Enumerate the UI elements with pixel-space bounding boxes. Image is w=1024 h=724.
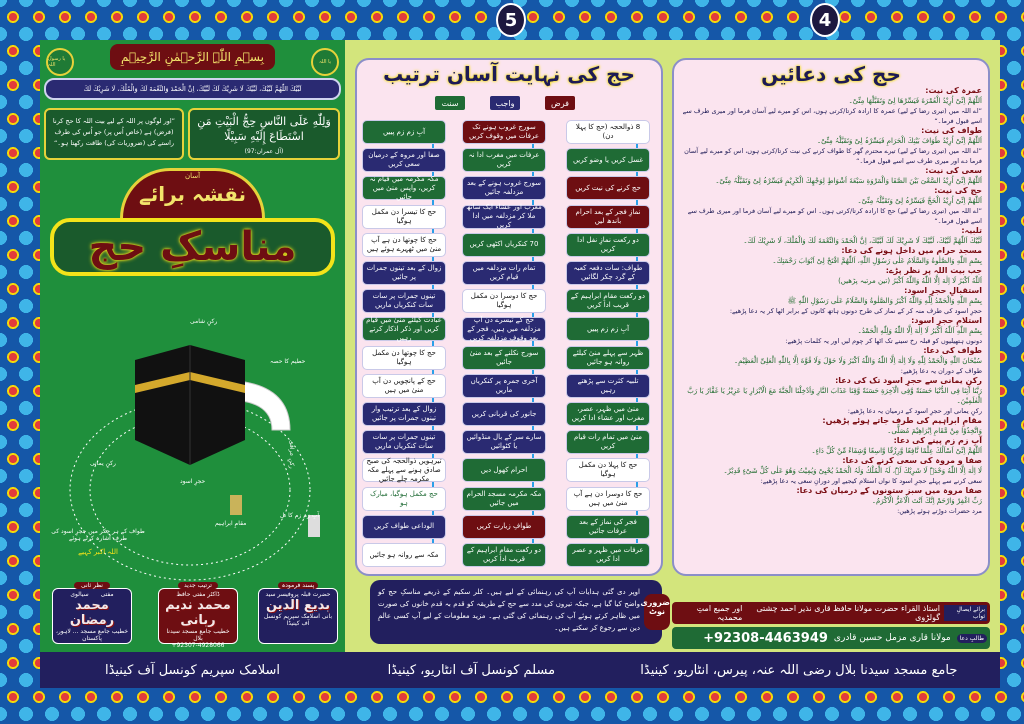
- dua-entry: [674, 316, 988, 346]
- flow-step: حج کے پانچویں دن آپ منیٰ میں ہیں: [362, 374, 446, 398]
- dua-ar: لَبَّیْكَ اَللّٰھُمَّ لَبَّیْكَ، لَبَّیْكَ لَا شَرِیْكَ لَكَ لَبَّیْكَ، اِنَّ الْحَمْدَ وَالنِّعْمَةَ لَكَ وَالْمُلْكَ، لَا شَرِیْكَ لَكَ۔: [743, 237, 982, 245]
- flow-step: عبادت کیلئے منیٰ میں قیام کریں اور ذکر اذکار کرتے رہیں: [362, 317, 446, 341]
- dua-hd: سعی کی نیت:: [925, 166, 982, 175]
- flow-step: مکہ مکرمہ میں قیام نہ کریں، واپس منیٰ میں جائیں: [362, 176, 446, 200]
- flow-step: 70 کنکریاں اکٹھی کریں: [462, 233, 546, 257]
- flow-step: دو رکعت مقامِ ابراہیم کے قریب ادا کریں: [566, 289, 650, 313]
- dua-ar: رَبَّنَا آتِنَا فِی الدُّنْیَا حَسَنَةً وَّفِی الْآخِرَةِ حَسَنَةً وَّقِنَا عَذَابَ النَّارِ وَاَدْخِلْنَا الْجَنَّةَ مَعَ الْاَبْرَارِ یَا عَزِیْزُ یَا غَفَّارُ یَا رَبَّ الْعٰلَمِیْنَ۔: [687, 387, 982, 405]
- dedication-text: استاذ القراء حضرت مولانا حافظ قاری نذیر احمد چشتی گولڑوی: [756, 604, 941, 622]
- flow-step: جانور کی قربانی کریں: [462, 402, 546, 426]
- card-detail: خطیب جامع مسجد ... لاہور، پاکستان: [55, 628, 129, 642]
- maqam-ibrahim-icon: [230, 495, 242, 515]
- flow-step: زوال کے بعد ترتیب وار تینوں جمرات پر جائیں: [362, 402, 446, 426]
- flow-step: مکہ سے روانہ ہو جائیں: [362, 543, 446, 567]
- dua-hd: مسجد حرام میں داخل ہونے کی دعا:: [841, 246, 982, 255]
- flow-step: حج کا چوتھا دن مکمل ہوگیا: [362, 346, 446, 370]
- dua-hd: استلامِ حجرِ اسود:: [911, 316, 982, 325]
- card-role: ترتیب جدید: [178, 582, 218, 589]
- dua-entry: [674, 186, 988, 226]
- flow-step: تلبیہ کثرت سے پڑھتے رہیں: [566, 374, 650, 398]
- dua-ar: رَبِّ اغْفِرْ وَارْحَمْ اِنَّكَ اَنْتَ الْاَعَزُّ الْاَكْرَمُ۔: [871, 497, 982, 505]
- dua-ar: بِسْمِ اللّٰهِ اَللّٰهُ اَكْبَرُ لَا اِلٰهَ اِلَّا اللّٰهُ وَلِلّٰهِ الْحَمْدُ۔: [857, 327, 982, 335]
- tawaf-note-takbir: اللہ اکبر کہیے: [78, 548, 118, 556]
- medallion-right: یا اللہ: [311, 48, 339, 76]
- duas-card: [672, 58, 990, 576]
- flow-step: مغرب اور عشاء ایک ساتھ ملا کر مزدلفہ میں ادا کریں: [462, 205, 546, 229]
- card-prefix: [55, 591, 129, 598]
- dua-entry: [674, 416, 988, 436]
- note-box: [370, 580, 670, 644]
- tawaf-note: طواف کے ہر چکر میں حجرِ اسود کی طرف اشارہ کرتے ہوئے: [51, 528, 145, 542]
- flow-step: حج کا دوسرا دن مکمل ہوگیا: [462, 289, 546, 313]
- flow-step: تینوں جمرات پر سات سات کنکریاں ماریں: [362, 289, 446, 313]
- dedication-label: برائے ایصالِ ثواب: [944, 605, 987, 621]
- dua-tr: ”اے اللہ میں (تیری رضا کے لیے) تیرے محترم گھر کا طواف کرنے کی نیت کرتا/کرتی ہوں، اس کو میرے لیے آسان فرما دے اور میری طرف سے اسے قبول فرما۔“: [684, 147, 982, 165]
- flow-step: حج کرنے کی نیت کریں: [566, 176, 650, 200]
- note-label: ضروری نوٹ: [644, 594, 670, 630]
- flow-step: حج مکمل ہوگیا، مبارک ہو: [362, 487, 446, 511]
- dua-hd: استقبالِ حجرِ اسود:: [904, 286, 982, 295]
- flow-step: تینوں جمرات پر سات سات کنکریاں ماریں: [362, 430, 446, 454]
- dua-hd: جب بیت اللہ پر نظر پڑے:: [885, 266, 982, 275]
- flow-step: زوال کے بعد تینوں جمرات پر جائیں: [362, 261, 446, 285]
- label-rukn-yamani: رکنِ یمانی: [90, 460, 116, 467]
- label-rukn-iraqi: رکنِ عراقی: [288, 440, 295, 469]
- page-number-4: 4: [810, 3, 840, 37]
- card-name: محمد رمضان: [69, 598, 115, 628]
- title-big: مناسکِ حج: [50, 218, 335, 276]
- card-prefix: حضرت قبلہ پروفیسر سید: [265, 591, 331, 598]
- flow-step: صفا اور مروہ کے درمیان سعی کریں: [362, 148, 446, 172]
- contact-name: مولانا قاری مزمل حسین قادری: [833, 633, 951, 643]
- ayah-translation-box: ”اور لوگوں پر اللہ کے لیے بیت اللہ کا حج کرنا (فرض) ہے (خاص اُس پر) جو اُس کی طرف راستے کی (ضروریات کی) طاقت رکھتا ہو۔“: [44, 108, 184, 160]
- label-zamzam: آبِ زم زم کا نل: [280, 512, 320, 519]
- legend-farz: فرض: [545, 96, 575, 110]
- dua-entry: [674, 376, 988, 416]
- card-role: پسند فرمودہ: [278, 582, 318, 589]
- dua-ar: اَللّٰھُمَّ اِنِّیْ اُرِیْدُ السَّعْیَ بَیْنَ الصَّفَا وَالْمَرْوَةِ سَبْعَةَ اَشْوَاطٍ لِوَجْھِكَ الْكَرِیْمِ فَیَسِّرْہُ لِیْ وَتَقَبَّلْہُ مِنِّیْ۔: [715, 177, 982, 185]
- ayah-text: وَلِلّٰهِ عَلَى النَّاسِ حِجُّ الْبَيْتِ مَنِ اسْتَطَاعَ إِلَيْهِ سَبِيْلًا: [197, 115, 331, 143]
- footer-council: مسلم کونسل آف انٹاریو، کینیڈا: [387, 662, 556, 678]
- flow-step: سورج نکلنے کے بعد منیٰ جائیں: [462, 346, 546, 370]
- dua-entry: [674, 456, 988, 486]
- dua-hd: رکنِ یمانی سے حجرِ اسود تک کی دعا:: [835, 376, 982, 385]
- title-small: آسان: [184, 172, 201, 180]
- dua-hd: طواف کی نیت:: [921, 126, 982, 135]
- dua-ar: بِسْمِ اللّٰهِ وَالصَّلٰوةُ وَالسَّلَامُ عَلٰی رَسُوْلِ اللّٰهِ، اَللّٰھُمَّ افْتَحْ لِیْ اَبْوَابَ رَحْمَتِكَ۔: [772, 257, 982, 265]
- dua-tr: ”اے اللہ میں (تیری رضا کے لیے) حج کا ارادہ کرتا/کرتی ہوں۔ اس کو میرے لیے آسان فرما اور میری طرف سے اسے قبول فرما۔“: [687, 207, 982, 225]
- dua-entry: [674, 166, 988, 186]
- card-muhammad-ramzan: [52, 582, 132, 644]
- ayah-reference: (آل عمران:97): [244, 148, 284, 155]
- card-phone: +92307-4928066: [171, 642, 225, 649]
- flow-step: آبِ زم زم پییں: [566, 317, 650, 341]
- dua-entry: [674, 346, 988, 376]
- contact-banner: [672, 627, 990, 649]
- dua-ar: لَا اِلٰهَ اِلَّا اللّٰهُ وَحْدَہٗ لَا شَرِیْكَ لَہٗ، لَہُ الْمُلْكُ وَلَہُ الْحَمْدُ یُحْیِیْ وَیُمِیْتُ وَھُوَ عَلٰی كُلِّ شَیْءٍ قَدِیْرٌ۔: [723, 467, 982, 475]
- flow-step: فجر کی نماز کے بعد عرفات جائیں: [566, 515, 650, 539]
- flow-step: حج کا پہلا دن مکمل ہوگیا: [566, 458, 650, 482]
- flow-step: تمام رات مزدلفہ میں قیام کریں: [462, 261, 546, 285]
- card-prefix: ڈاکٹر مفتی حافظ: [176, 591, 220, 598]
- flow-step: الوداعی طواف کریں: [362, 515, 446, 539]
- flow-step: 8 ذوالحجہ (حج کا پہلا دن): [566, 120, 650, 144]
- flow-step: سورج غروب ہونے تک عرفات میں وقوف کریں: [462, 120, 546, 144]
- dua-hd: تلبیہ:: [961, 226, 982, 235]
- flow-step: منیٰ میں ظہر، عصر، مغرب اور عشاء ادا کریں: [566, 402, 650, 426]
- bismillah: بِسۡمِ اللّٰہِ الرَّحۡمٰنِ الرَّحِیۡمِ: [110, 44, 275, 70]
- dua-hd: عمرہ کی نیت:: [925, 86, 982, 95]
- dua-tr: سعی کرنے سے پہلے حجرِ اسود کا نواں استلام کیجیے اور دورانِ سعی یہ دعا پڑھیے:: [760, 477, 982, 485]
- note-text: اوپر دی گئی ہدایات آپ کی رہنمائی کے لیے ہیں۔ کلر سکیم کے ذریعے مناسکِ حج کو واضح کیا گیا ہے، جبکہ تیروں کی مدد سے حج کے طریقہ کو قدم بہ قدم خانوں کی صورت میں ظاہر کرتے ہوئے آپ کی رہنمائی کی گئی ہے۔ مزید معلومات کے لیے آپ کسی عالمِ دین سے رجوع کر سکتے ہیں۔: [378, 588, 640, 632]
- dua-tr: رکنِ یمانی اور حجرِ اسود کے درمیان یہ دعا پڑھیے:: [847, 407, 982, 415]
- dua-tr: حجرِ اسود کی طرف منہ کر کے نماز کی طرح دونوں ہاتھ کانوں کے برابر اٹھا کر یہ دعا پڑھیے:: [729, 307, 982, 315]
- dua-hd: مقامِ ابراہیم کی طرف جاتے ہوئے پڑھیں:: [822, 416, 982, 425]
- label-hajr-aswad: حجرِ اسود: [180, 478, 206, 485]
- dedication-suffix: اور جمیع امتِ محمدیہ: [696, 604, 743, 622]
- flow-step: سارے سر کے بال منڈوائیں یا کٹوائیں: [462, 430, 546, 454]
- card-name: محمد ندیم ربانی: [165, 598, 231, 628]
- legend-sunnat: سنت: [435, 96, 465, 110]
- dua-ar: اَللّٰھُمَّ اِنِّیْ اُرِیْدُ الْعُمْرَةَ فَیَسِّرْھَا لِیْ وَتَقَبَّلْھَا مِنِّیْ۔: [848, 97, 982, 105]
- flow-step: حج کے تیسرے دن آپ مزدلفہ میں ہیں، فجر کے بعد وقوفِ مزدلفہ کریں: [462, 317, 546, 341]
- dua-ar: اَللّٰهُ اَكْبَرُ لَا اِلٰهَ اِلَّا اللّٰهُ وَاللّٰهُ اَكْبَرُ (تین مرتبہ پڑھیں): [838, 277, 982, 285]
- card-muhammad-nadeem-rabbani: [158, 582, 238, 649]
- card-detail: خطیب جامع مسجد سیدنا بلال: [166, 628, 230, 642]
- card-name: بدیع الدین: [265, 598, 331, 613]
- flow-step: احرام کھول دیں: [462, 458, 546, 482]
- flow-step: حج کا دوسرا دن ہے آپ منیٰ میں ہیں: [566, 487, 650, 511]
- flow-step: دو رکعت مقامِ ابراہیم کے قریب ادا کریں: [462, 543, 546, 567]
- medallion-left: یا رسول اللہ: [46, 48, 74, 76]
- dua-hd: صفا مروہ میں سبز ستونوں کے درمیان کی دعا:: [796, 486, 982, 495]
- duas-list: [674, 86, 988, 516]
- dua-tr: ”اے اللہ میں (تیری رضا کے لیے) عمرہ کا ارادہ کرتا/کرتی ہوں، اس کو میرے لیے آسان فرما اور میری طرف سے اسے قبول فرما۔“: [682, 107, 982, 125]
- flow-step: عرفات میں ظہر و عصر ادا کریں: [566, 543, 650, 567]
- flow-step: طواف: سات دفعہ کعبہ کے گرد چکر لگائیں: [566, 261, 650, 285]
- dua-hd: آبِ زم زم پینے کی دعا:: [893, 436, 982, 445]
- dua-ar: بِسْمِ اللّٰهِ وَالْحَمْدُ لِلّٰهِ وَاللّٰهُ اَكْبَرُ وَالصَّلٰوةُ وَالسَّلَامُ عَلٰی رَسُوْلِ اللّٰهِ ﷺ: [787, 297, 982, 305]
- dua-entry: [674, 436, 988, 456]
- flow-step: سورج غروب ہونے کے بعد مزدلفہ جائیں: [462, 176, 546, 200]
- dua-ar: اَللّٰھُمَّ اِنِّیْ اُرِیْدُ طَوَافَ بَیْتِكَ الْحَرَامِ فَیَسِّرْہُ لِیْ وَتَقَبَّلْہُ مِنِّیْ۔: [816, 137, 982, 145]
- duas-title: حج کی دعائیں: [761, 62, 901, 86]
- footer-left-text: اسلامک سپریم کونسل آف کینیڈا: [104, 662, 281, 678]
- card-detail: بانی اسلامک سپریم کونسل آف کینیڈا: [263, 613, 333, 627]
- flow-step: تیرہویں ذوالحجہ کی صبح صادق ہونے سے پہلے مکہ مکرمہ چلے جائیں: [362, 458, 446, 482]
- flow-step: آخری جمرہ پر کنکریاں ماریں: [462, 374, 546, 398]
- dua-entry: [674, 126, 988, 166]
- dua-entry: [674, 486, 988, 516]
- dua-entry: [674, 246, 988, 266]
- kaaba-diagram: [40, 290, 345, 590]
- left-panel: [40, 40, 345, 652]
- flow-step: حج کا چوتھا دن ہے آپ منیٰ میں ٹھہرے ہوئے ہیں: [362, 233, 446, 257]
- page-number-5: 5: [496, 3, 526, 37]
- dua-ar: اَللّٰھُمَّ اِنِّیْ اَسْاَلُكَ عِلْمًا نَّافِعًا وَّرِزْقًا وَّاسِعًا وَّشِفَاءً مِّنْ كُلِّ دَاءٍ۔: [811, 447, 982, 455]
- title-mid: نقشہ برائے: [139, 182, 246, 206]
- dua-hd: صفا و مروہ کی سعی کرنے کی دعا:: [842, 456, 982, 465]
- dua-entry: [674, 226, 988, 246]
- dua-entry: [674, 286, 988, 316]
- flow-title: حج کی نہایت آسان ترتیب: [383, 62, 635, 86]
- legend-wajib: واجب: [490, 96, 520, 110]
- ayah-box: [188, 108, 340, 160]
- dua-tr: مرد حضرات دوڑتے ہوئے پڑھیں:: [897, 507, 982, 515]
- flow-step: حج کا تیسرا دن مکمل ہوگیا: [362, 205, 446, 229]
- dua-hd: حج کی نیت:: [934, 186, 982, 195]
- dua-hd: طواف کی دعا:: [923, 346, 982, 355]
- dua-ar: سُبْحَانَ اللّٰهِ وَالْحَمْدُ لِلّٰهِ وَلَا اِلٰهَ اِلَّا اللّٰهُ وَاللّٰهُ اَكْبَرُ وَلَا حَوْلَ وَلَا قُوَّةَ اِلَّا بِاللّٰهِ الْعَلِیِّ الْعَظِیْمِ۔: [733, 357, 982, 365]
- contact-label: طالبِ دعا: [957, 634, 987, 643]
- contact-phone: +92308-4463949: [703, 630, 828, 646]
- dua-tr: دونوں ہتھیلیوں کو قبلہ رخ سینے تک اٹھا کر چوم لیں اور یہ کلمات پڑھیے:: [785, 337, 982, 345]
- label-maqam-ibrahim: مقامِ ابراہیم: [215, 520, 247, 527]
- card-badi-uddin: [258, 582, 338, 644]
- dua-ar: اَللّٰھُمَّ اِنِّیْ اُرِیْدُ الْحَجَّ فَیَسِّرْہُ لِیْ وَتَقَبَّلْہُ مِنِّیْ۔: [857, 197, 982, 205]
- flow-step: مکہ مکرمہ مسجد الحرام میں جائیں: [462, 487, 546, 511]
- dedication-banner: [672, 602, 990, 624]
- flow-step: دو رکعت نمازِ نفل ادا کریں: [566, 233, 650, 257]
- footer-right: [345, 652, 1000, 688]
- dua-tr: طواف کے دوران یہ دعا پڑھیے:: [900, 367, 982, 375]
- dua-entry: [674, 266, 988, 286]
- flow-step: منیٰ میں تمام رات قیام کریں: [566, 430, 650, 454]
- flow-step: آبِ زم زم پییں: [362, 120, 446, 144]
- dua-entry: [674, 86, 988, 126]
- footer-masjid: جامع مسجد سیدنا بلال رضی اللہ عنہ، پیرس، انٹاریو، کینیڈا: [640, 662, 958, 678]
- flow-step: نمازِ فجر کے بعد احرام باندھ لیں: [566, 205, 650, 229]
- card-role: نظر ثانی: [74, 582, 110, 589]
- flow-step: غسل کریں یا وضو کریں: [566, 148, 650, 172]
- card-suffix: سیالوی: [70, 591, 89, 598]
- flow-step: عرفات میں مغرب ادا نہ کریں: [462, 148, 546, 172]
- flow-step: طوافِ زیارت کریں: [462, 515, 546, 539]
- flow-step: ظہر سے پہلے منیٰ کیلئے روانہ ہو جائیں: [566, 346, 650, 370]
- footer-left: [40, 652, 345, 688]
- label-hatim: حطیم کا حصہ: [270, 358, 306, 365]
- label-rukn-shami: رکنِ شامی: [190, 318, 218, 325]
- card-prefix-text: مفتی: [100, 591, 114, 598]
- talbiyah-band: لَبَّیْكَ اللّٰھُمَّ لَبَّیْكَ، لَبَّیْكَ لَا شَرِیْكَ لَكَ لَبَّیْكَ، اِنَّ الْحَمْدَ وَالنِّعْمَةَ لَكَ وَالْمُلْكَ، لَا شَرِیْكَ لَكَ: [44, 78, 341, 100]
- dua-ar: وَاتَّخِذُوْا مِنْ مَّقَامِ اِبْرَاھِیْمَ مُصَلًّی۔: [887, 427, 982, 435]
